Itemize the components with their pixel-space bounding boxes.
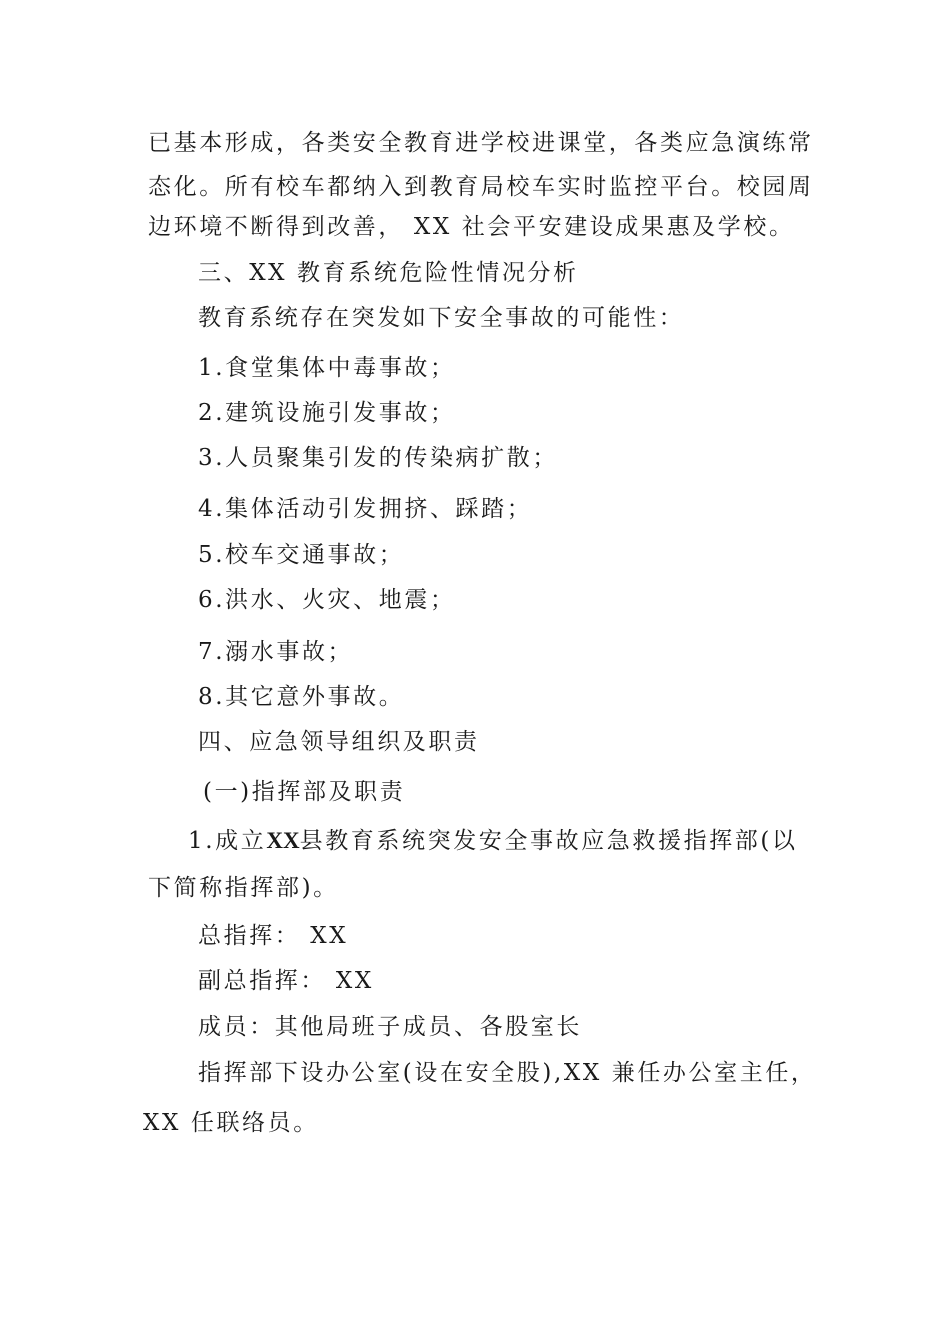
risk-item: 5.校车交通事故； xyxy=(198,542,405,568)
risk-item: 8.其它意外事故。 xyxy=(198,684,405,710)
risk-item: 3.人员聚集引发的传染病扩散； xyxy=(198,445,558,471)
office-line: 指挥部下设办公室(设在安全股),XX 兼任办公室主任， xyxy=(198,1060,817,1086)
deputy-commander-line: 副总指挥： XX xyxy=(198,968,374,994)
risk-item: 6.洪水、火灾、地震； xyxy=(198,587,456,613)
body-text-line: 下简称指挥部)。 xyxy=(148,875,339,901)
establish-prefix: 1.成立 xyxy=(188,828,267,854)
office-line: XX 任联络员。 xyxy=(143,1110,319,1136)
establish-rest: 县教育系统突发安全事故应急救援指挥部(以 xyxy=(299,828,798,854)
body-text-line: 边环境不断得到改善， XX 社会平安建设成果惠及学校。 xyxy=(148,214,795,240)
risk-item: 2.建筑设施引发事故； xyxy=(198,400,456,426)
subsection-heading: (一)指挥部及职责 xyxy=(203,779,406,805)
risk-item: 1.食堂集体中毒事故； xyxy=(198,355,456,381)
members-line: 成员：其他局班子成员、各股室长 xyxy=(198,1014,582,1040)
risk-item: 4.集体活动引发拥挤、踩踏； xyxy=(198,496,533,522)
commander-line: 总指挥： XX xyxy=(198,923,349,949)
body-text-line: 态化。所有校车都纳入到教育局校车实时监控平台。校园周 xyxy=(148,174,814,200)
risk-item: 7.溺水事故； xyxy=(198,639,354,665)
establish-line xyxy=(188,826,798,856)
risk-intro: 教育系统存在突发如下安全事故的可能性： xyxy=(198,305,685,331)
section-heading-4: 四、应急领导组织及职责 xyxy=(198,729,480,755)
county-name: XX xyxy=(266,828,300,853)
body-text-line: 已基本形成，各类安全教育进学校进课堂，各类应急演练常 xyxy=(148,130,814,156)
section-heading-3: 三、XX 教育系统危险性情况分析 xyxy=(198,260,579,286)
